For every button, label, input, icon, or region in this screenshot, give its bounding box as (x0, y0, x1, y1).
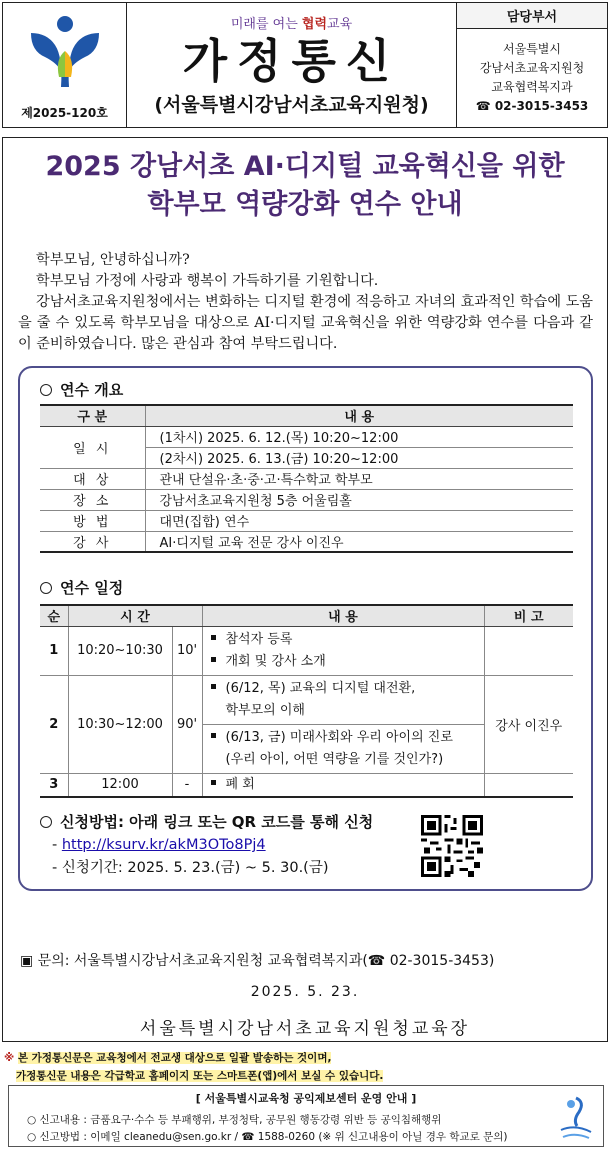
report-center-box (8, 1085, 604, 1147)
slogan: 미래를 여는 협력교육 (230, 17, 353, 32)
greeting-body: 강남서초교육지원청에서는 변화하는 디지털 환경에 적응하고 자녀의 효과적인 학습에 도움을 줄 수 있도록 학부모님을 대상으로 AI·디지털 교육혁신을 위한 역량강화 연수를 다음과 같이 준비하였습니다. 많은 관심과 참여 부탁드립니다. (18, 294, 593, 352)
inquiry: ▣ 문의: 서울특별시강남서초교육지원청 교육협력복지과(☎ 02-3015-3453) (20, 953, 495, 969)
seoul-education-logo-icon (25, 11, 105, 91)
table-row: 일 시 (1차시) 2025. 6. 12.(목) 10:20~12:00 (40, 426, 573, 447)
greeting-line: 학부모님 가정에 사랑과 행복이 가득하기를 기원합니다. (36, 273, 379, 289)
title-cell (127, 3, 457, 127)
distribution-note: ※ 본 가정통신문은 교육청에서 전교생 대상으로 일괄 발송하는 것이며, 가정통신문 내용은 각급학교 홈페이지 또는 스마트폰(앱)에서 보실 수 있습니다. (4, 1052, 384, 1082)
organization-name: (서울특별시강남서초교육지원청) (154, 94, 429, 116)
report-title: [ 서울특별시교육청 공익제보센터 운영 안내 ] (195, 1092, 417, 1105)
schedule-table: 순 시 간 내 용 비 고 1 10:20~10:30 10' 참석자 등록 개회 및 강사 소개 2 10:30~12:00 90' (6/12, 목) 교육의 디지털 대전환, 학부모의 이해 (6/13, 금) 미래사회와 우리 아이의 진로 (우리 아이, 어떤 역량을 기를 것인가?) 강사 이진우 3 12:00 - 폐 회 (40, 604, 573, 798)
department-cell (457, 3, 607, 127)
table-row: 강 사 AI·디지털 교육 전문 강사 이진우 (40, 531, 573, 552)
page-title: 2025 강남서초 AI·디지털 교육혁신을 위한 학부모 역량강화 연수 안내 (45, 151, 565, 220)
signature: 서울특별시강남서초교육지원청교육장 (139, 1019, 471, 1039)
application-info: 신청방법: 아래 링크 또는 QR 코드를 통해 신청 - http://ksurv.kr/akM3OTo8Pj4 - 신청기간: 2025. 5. 23.(금) ~ 5. 30.(금) (40, 811, 373, 880)
application-period: - 신청기간: 2025. 5. 23.(금) ~ 5. 30.(금) (52, 860, 329, 876)
schedule-section-title: 연수 일정 (40, 577, 123, 598)
report-content: ○ 신고내용 : 금품요구·수수 등 부패행위, 부정청탁, 공무원 행동강령 위반 등 공익침해행위 (27, 1114, 442, 1126)
table-row: 방 법 대면(집합) 연수 (40, 510, 573, 531)
issue-number: 제2025-120호 (21, 106, 108, 120)
table-row: 3 12:00 - 폐 회 (40, 773, 573, 797)
department-phone: ☎ 02-3015-3453 (475, 99, 589, 113)
newsletter-title: 가정통신 (182, 34, 401, 88)
table-row: 2 10:30~12:00 90' (6/12, 목) 교육의 디지털 대전환, 학부모의 이해 (6/13, 금) 미래사회와 우리 아이의 진로 (우리 아이, 어떤 역량을 기를 것인가?) 강사 이진우 (40, 675, 573, 773)
logo-cell (3, 3, 127, 127)
greeting-line: 학부모님, 안녕하십니까? (36, 252, 190, 268)
greeting (18, 250, 593, 355)
newsletter-header (2, 2, 608, 128)
issue-date: 2025. 5. 23. (250, 984, 360, 1000)
application-link[interactable]: http://ksurv.kr/akM3OTo8Pj4 (61, 837, 266, 853)
table-row: 대 상 관내 단설유·초·중·고·특수학교 학부모 (40, 468, 573, 489)
department-info: 서울특별시 강남서초교육지원청 교육협력복지과 ☎ 02-3015-3453 (457, 29, 607, 127)
table-row: 장 소 강남서초교육지원청 5층 어울림홀 (40, 489, 573, 510)
report-method: ○ 신고방법 : 이메일 cleanedu@sen.go.kr / ☎ 1588-0260 (※ 위 신고내용이 아닐 경우 학교로 문의) (27, 1131, 508, 1143)
table-row: (2차시) 2025. 6. 13.(금) 10:20~12:00 (40, 447, 573, 468)
department-label: 담당부서 (457, 3, 607, 29)
table-row: 1 10:20~10:30 10' 참석자 등록 개회 및 강사 소개 (40, 626, 573, 675)
qr-code-icon[interactable] (416, 815, 488, 877)
campaign-logo-icon (555, 1094, 597, 1142)
application-title: 신청방법: 아래 링크 또는 QR 코드를 통해 신청 (60, 813, 374, 831)
overview-section-title: 연수 개요 (40, 379, 123, 400)
overview-table: 구 분 내 용 일 시 (1차시) 2025. 6. 12.(목) 10:20~12:00 (2차시) 2025. 6. 13.(금) 10:20~12:00 대 상 관내 단설유·초·중·고·특수학교 학부모 장 소 강남서초교육지원청 5층 어울림홀 방 법 대면(집합) 연수 강 사 AI·디지털 교육 전문 강사 이진우 (40, 404, 573, 553)
